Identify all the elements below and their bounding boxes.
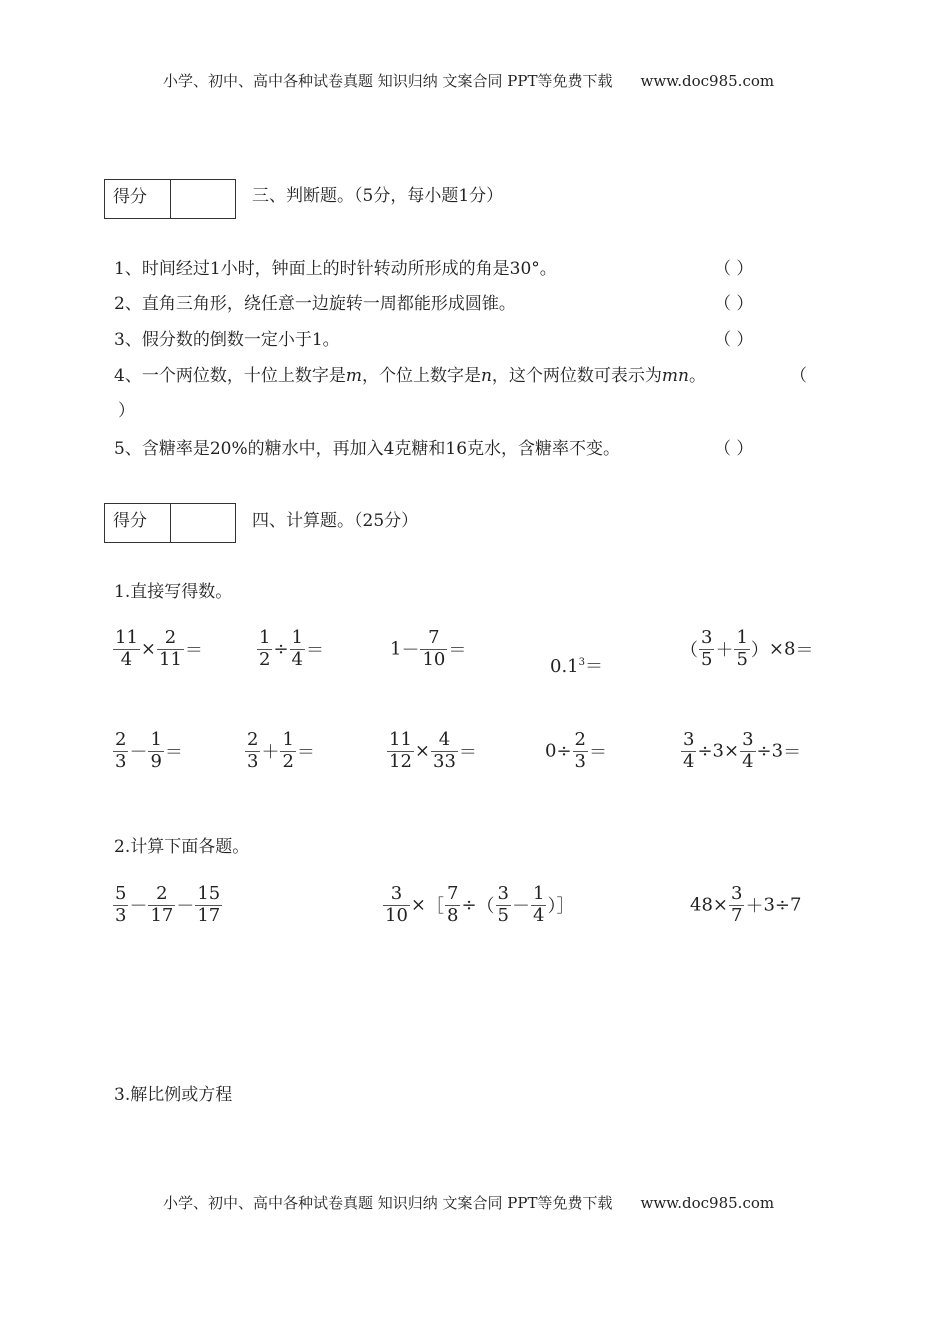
footer-site: www.doc985.com [640, 1194, 775, 1212]
answer-paren-1: （ ） [714, 259, 754, 279]
calc-1-2: $\frac{1}{2}$ ÷ $\frac{1}{4}$ ＝ [259, 627, 324, 670]
q4-part: 。 [688, 366, 706, 386]
subsection-1-title: 1.直接写得数。 [114, 582, 233, 602]
calc-2-1: $\frac{2}{3}$ － $\frac{1}{9}$ ＝ [115, 729, 183, 772]
answer-paren-3: （ ） [714, 330, 754, 350]
calc-2-3: $\frac{11}{12}$ × $\frac{4}{33}$ ＝ [389, 729, 477, 772]
footer-text: 小学、初中、高中各种试卷真题 知识归纳 文案合同 PPT等免费下载 [163, 1194, 613, 1212]
q4-part: ，个位上数字是 [361, 366, 481, 386]
score-label: 得分 [105, 180, 171, 218]
score-label: 得分 [105, 504, 171, 542]
score-box-section3 [104, 179, 236, 219]
calc-1-3: 1－ $\frac{7}{10}$ ＝ [390, 627, 467, 670]
subsection-3-title: 3.解比例或方程 [114, 1085, 233, 1105]
header-text: 小学、初中、高中各种试卷真题 知识归纳 文案合同 PPT等免费下载 [163, 72, 613, 90]
question-5: 5、含糖率是20%的糖水中，再加入4克糖和16克水，含糖率不变。 [114, 439, 621, 459]
calc-2-2: $\frac{2}{3}$ ＋ $\frac{1}{2}$ ＝ [247, 729, 315, 772]
question-4 [114, 361, 706, 386]
question-2: 2、直角三角形，绕任意一边旋转一周都能形成圆锥。 [114, 294, 516, 314]
question-3: 3、假分数的倒数一定小于1。 [114, 330, 340, 350]
answer-paren-4-open: （ [790, 366, 807, 386]
answer-paren-4-close: ） [118, 401, 135, 421]
calc-1-1: $\frac{11}{4}$ × $\frac{2}{11}$ ＝ [115, 627, 203, 670]
q4-var-m: m [345, 366, 362, 386]
section4-title: 四、计算题。（25分） [252, 511, 419, 531]
question-1: 1、时间经过1小时，钟面上的时针转动所形成的角是30°。 [114, 259, 557, 279]
calc-2-4: 0÷ $\frac{2}{3}$ ＝ [545, 729, 607, 772]
q4-var-mn: mn [661, 366, 689, 386]
answer-paren-5: （ ） [714, 439, 754, 459]
page-footer [163, 1192, 774, 1213]
calc-3-1: $\frac{5}{3}$ － $\frac{2}{17}$ － $\frac{15}{17}$ [115, 883, 221, 926]
section3-title: 三、判断题。（5分，每小题1分） [252, 186, 504, 206]
calc-3-2: $\frac{3}{10}$ ×［ $\frac{7}{8}$ ÷（ $\frac{3}{5}$ － $\frac{1}{4}$ ）］ [385, 883, 575, 926]
score-box-section4 [104, 503, 236, 543]
q4-part: 4、一个两位数，十位上数字是 [114, 366, 346, 386]
calc-1-4: $0.1^3=$ [550, 656, 604, 677]
header-site: www.doc985.com [640, 72, 775, 90]
q4-var-n: n [480, 366, 492, 386]
q4-part: ，这个两位数可表示为 [491, 366, 662, 386]
subsection-2-title: 2.计算下面各题。 [114, 837, 250, 857]
calc-2-5: $\frac{3}{4}$ ÷3× $\frac{3}{4}$ ÷3＝ [683, 729, 802, 772]
calc-1-5: （ $\frac{3}{5}$ ＋ $\frac{1}{5}$ ）×8＝ [680, 627, 814, 670]
calc-3-3: 48× $\frac{3}{7}$ ＋3÷7 [690, 883, 802, 926]
answer-paren-2: （ ） [714, 294, 754, 314]
page-header [163, 70, 774, 91]
